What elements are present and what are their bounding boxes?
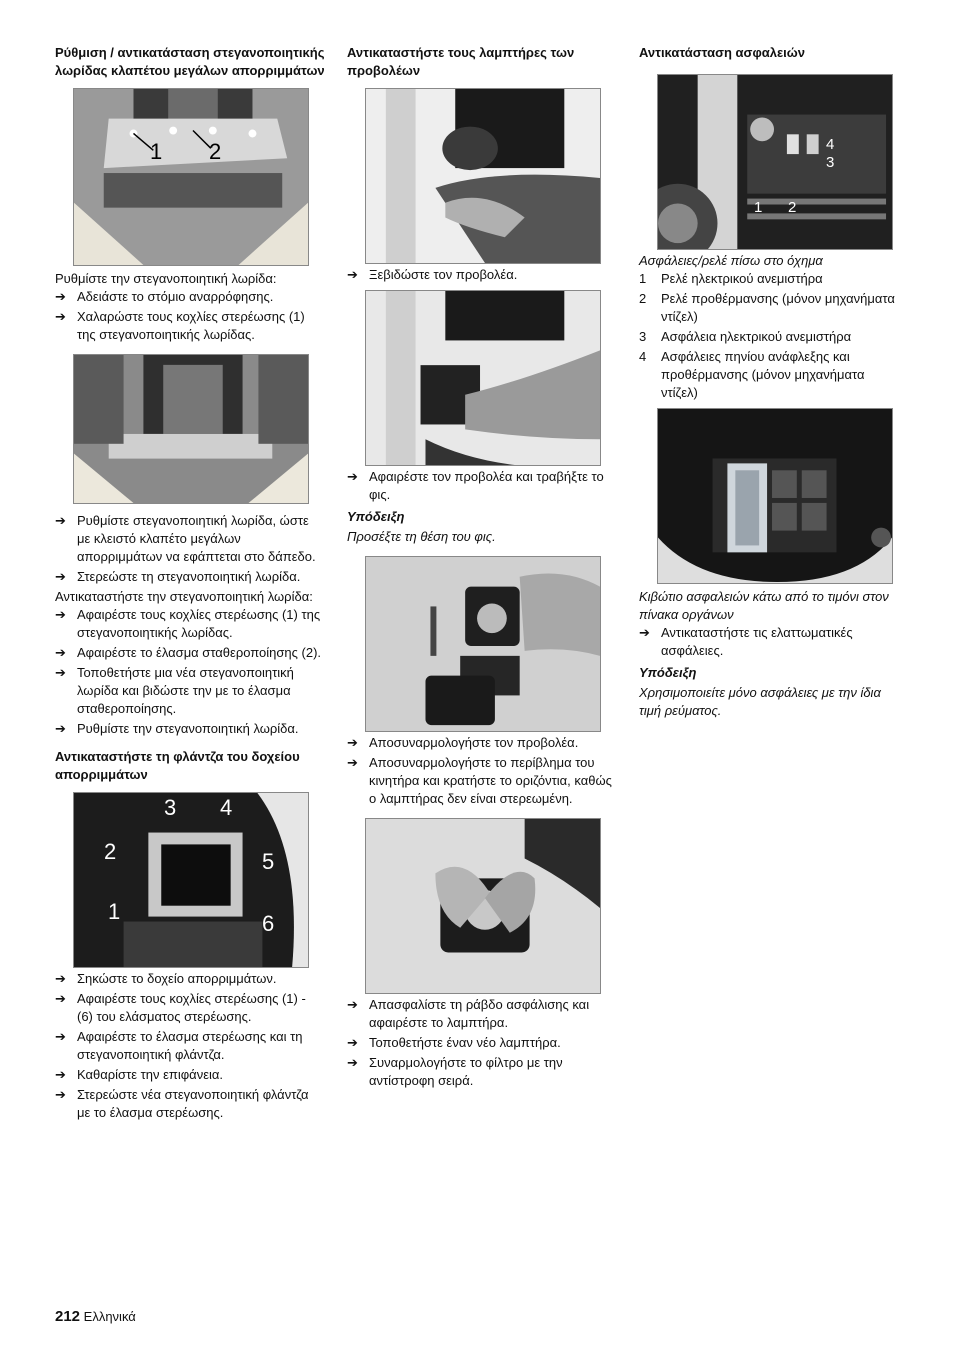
step-item: ➔ Στερεώστε νέα στεγανοποιητική φλάντζα με το έλασμα στερέωσης. xyxy=(55,1087,309,1120)
photo-unscrew-headlight xyxy=(365,88,601,264)
arrow-right-icon: ➔ xyxy=(55,289,66,304)
arrow-right-icon: ➔ xyxy=(347,1035,358,1050)
arrow-right-icon: ➔ xyxy=(55,607,66,622)
callout-label: 2 xyxy=(209,139,222,164)
caption-fuse-box: Κιβώτιο ασφαλειών κάτω από το τιμόνι στον πίνακα οργάνων xyxy=(639,589,889,622)
photo-fuses-rear xyxy=(657,74,893,250)
step-item: ➔ Ρυθμίστε την στεγανοποιητική λωρίδα. xyxy=(55,721,299,736)
arrow-right-icon: ➔ xyxy=(55,645,66,660)
arrow-right-icon: ➔ xyxy=(55,569,66,584)
step-item: ➔ Ξεβιδώστε τον προβολέα. xyxy=(347,267,518,282)
photo-fuse-box-dashboard xyxy=(657,408,893,584)
step-item: ➔ Αφαιρέστε τους κοχλίες στερέωσης (1) - (6) του ελάσματος στερέωσης. xyxy=(55,991,306,1024)
arrow-right-icon: ➔ xyxy=(55,665,66,680)
callout-label: 1 xyxy=(108,899,121,924)
heading-fuses: Αντικατάσταση ασφαλειών xyxy=(639,45,805,60)
page-footer xyxy=(55,1308,136,1326)
arrow-right-icon: ➔ xyxy=(55,309,66,324)
photo-remove-headlight xyxy=(365,290,601,466)
arrow-right-icon: ➔ xyxy=(55,991,66,1006)
arrow-right-icon: ➔ xyxy=(55,971,66,986)
legend-item: 2 Ρελέ προθέρμανσης (μόνον μηχανήματα ντίζελ) xyxy=(639,291,895,324)
arrow-right-icon: ➔ xyxy=(55,1067,66,1082)
note-title: Υπόδειξη xyxy=(639,665,697,680)
step-item: ➔ Καθαρίστε την επιφάνεια. xyxy=(55,1067,224,1082)
arrow-right-icon: ➔ xyxy=(347,469,358,484)
photo-seal-strip-floor xyxy=(73,354,309,504)
step-item: ➔ Αδειάστε το στόμιο αναρρόφησης. xyxy=(55,289,274,304)
arrow-right-icon: ➔ xyxy=(347,267,358,282)
legend-item: 1 Ρελέ ηλεκτρικού ανεμιστήρα xyxy=(639,271,823,286)
legend-item: 3 Ασφάλεια ηλεκτρικού ανεμιστήρα xyxy=(639,329,852,344)
heading-headlight-bulbs: Αντικαταστήστε τους λαμπτήρες των προβολέων xyxy=(347,45,575,78)
callout-label: 5 xyxy=(262,849,275,874)
arrow-right-icon: ➔ xyxy=(55,721,66,736)
arrow-right-icon: ➔ xyxy=(347,735,358,750)
arrow-right-icon: ➔ xyxy=(347,755,358,770)
column-2 xyxy=(347,44,619,1092)
callout-label: 3 xyxy=(164,795,177,820)
legend-item: 4 Ασφάλειες πηνίου ανάφλεξης και προθέρμανσης (μόνον μηχανήματα ντίζελ) xyxy=(639,349,865,400)
photo-remove-bulb xyxy=(365,818,601,994)
step-item: ➔ Αφαιρέστε το έλασμα σταθεροποίησης (2). xyxy=(55,645,322,660)
step-item: ➔ Απασφαλίστε τη ράβδο ασφάλισης και αφαιρέστε το λαμπτήρα. xyxy=(347,997,590,1030)
callout-label: 6 xyxy=(262,911,275,936)
photo-seal-strip-labeled xyxy=(73,88,309,266)
step-item: ➔ Αντικαταστήστε τις ελαττωματικές ασφάλειες. xyxy=(639,625,853,658)
step-item: ➔ Σηκώστε το δοχείο απορριμμάτων. xyxy=(55,971,277,986)
step-item: ➔ Στερεώστε τη στεγανοποιητική λωρίδα. xyxy=(55,569,301,584)
language-label: Ελληνικά xyxy=(83,1309,136,1324)
step-item: ➔ Ρυθμίστε στεγανοποιητική λωρίδα, ώστε με κλειστό κλαπέτο μεγάλων απορριμμάτων να εφάπτεται στο δάπεδο. xyxy=(55,513,316,564)
step-item: ➔ Αποσυναρμολογήστε το περίβλημα του κινητήρα και κρατήστε το οριζόντια, καθώς ο λαμπτήρας δεν είναι στερεωμένη. xyxy=(347,755,612,806)
note-title: Υπόδειξη xyxy=(347,509,405,524)
arrow-right-icon: ➔ xyxy=(55,1087,66,1102)
arrow-right-icon: ➔ xyxy=(55,513,66,528)
intro-adjust: Ρυθμίστε την στεγανοποιητική λωρίδα: xyxy=(55,271,277,286)
callout-label: 4 xyxy=(826,136,835,153)
step-item: ➔ Χαλαρώστε τους κοχλίες στερέωσης (1) της στεγανοποιητικής λωρίδας. xyxy=(55,309,305,342)
arrow-right-icon: ➔ xyxy=(55,1029,66,1044)
arrow-right-icon: ➔ xyxy=(347,997,358,1012)
callout-label: 4 xyxy=(220,795,233,820)
page-number: 212 xyxy=(55,1308,81,1325)
callout-label: 2 xyxy=(104,839,117,864)
intro-replace: Αντικαταστήστε την στεγανοποιητική λωρίδα: xyxy=(55,589,313,604)
step-item: ➔ Συναρμολογήστε το φίλτρο με την αντίστροφη σειρά. xyxy=(347,1055,563,1088)
callout-label: 1 xyxy=(754,199,763,216)
photo-disassemble-headlight xyxy=(365,556,601,732)
step-item: ➔ Αφαιρέστε τον προβολέα και τραβήξτε το φις. xyxy=(347,469,604,502)
column-3 xyxy=(639,44,899,720)
heading-flange: Αντικαταστήστε τη φλάντζα του δοχείου απορριμμάτων xyxy=(55,749,300,782)
note-text: Χρησιμοποιείτε μόνο ασφάλειες με την ίδια τιμή ρεύματος. xyxy=(639,685,881,718)
callout-label: 1 xyxy=(150,139,163,164)
note-text: Προσέξτε τη θέση του φις. xyxy=(347,529,496,544)
photo-flange-labeled xyxy=(73,792,309,968)
step-item: ➔ Αποσυναρμολογήστε τον προβολέα. xyxy=(347,735,579,750)
heading-seal-strip: Ρύθμιση / αντικατάσταση στεγανοποιητικής λωρίδας κλαπέτου μεγάλων απορριμμάτων xyxy=(55,45,325,78)
callout-label: 2 xyxy=(788,199,797,216)
step-item: ➔ Αφαιρέστε τους κοχλίες στερέωσης (1) της στεγανοποιητικής λωρίδας. xyxy=(55,607,321,640)
step-item: ➔ Τοποθετήστε μια νέα στεγανοποιητική λωρίδα και βιδώστε την με το έλασμα σταθεροποίησης. xyxy=(55,665,294,716)
column-1 xyxy=(55,44,325,1124)
step-item: ➔ Αφαιρέστε το έλασμα στερέωσης και τη στεγανοποιητική φλάντζα. xyxy=(55,1029,303,1062)
step-item: ➔ Τοποθετήστε έναν νέο λαμπτήρα. xyxy=(347,1035,561,1050)
arrow-right-icon: ➔ xyxy=(347,1055,358,1070)
callout-label: 3 xyxy=(826,154,835,171)
arrow-right-icon: ➔ xyxy=(639,625,650,640)
caption-fuses-rear: Ασφάλειες/ρελέ πίσω στο όχημα xyxy=(639,253,823,268)
